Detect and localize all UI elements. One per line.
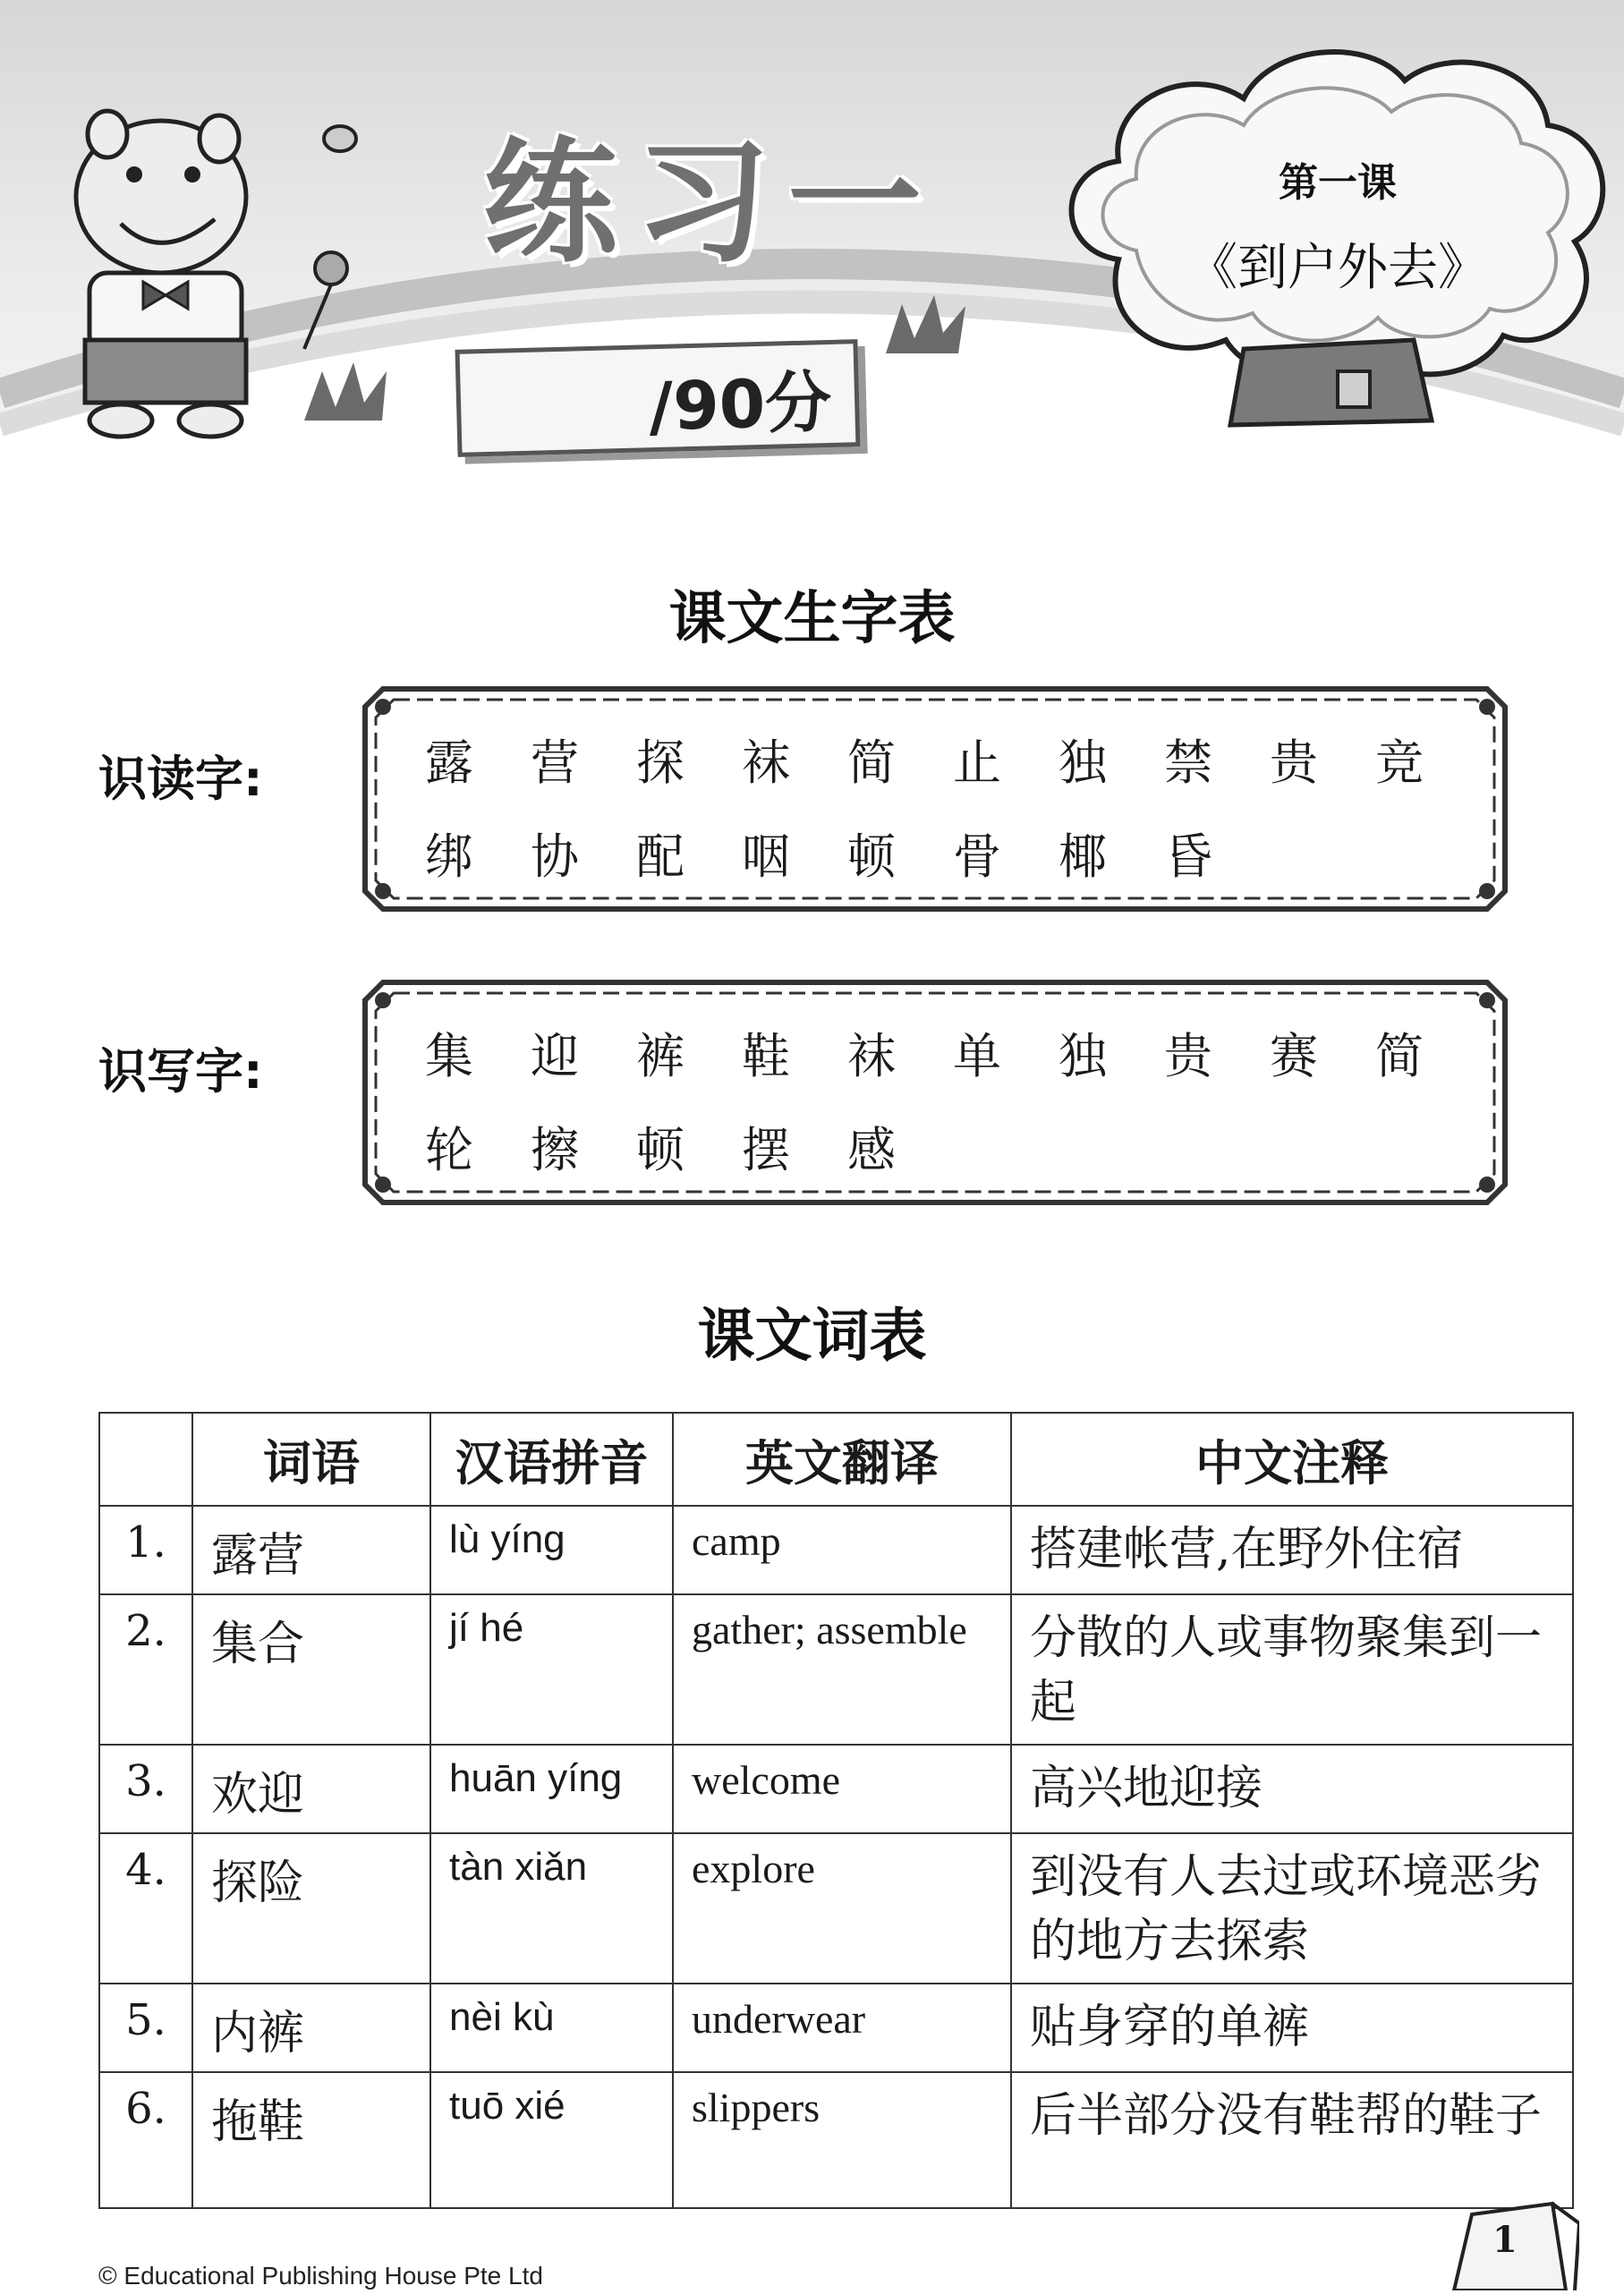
reading-char: 独 <box>1059 735 1107 791</box>
vocab-note: 高兴地迎接 <box>1011 1745 1573 1833</box>
vocab-row <box>99 1833 1573 1984</box>
reading-char: 协 <box>531 828 579 885</box>
header-pinyin: 汉语拼音 <box>430 1413 673 1506</box>
writing-char: 单 <box>953 1028 1001 1084</box>
reading-char: 竞 <box>1375 735 1424 791</box>
vocab-row <box>99 1594 1573 1745</box>
vocab-english: underwear <box>673 1984 1011 2072</box>
character-section-title: 课文生字表 <box>668 586 956 652</box>
vocab-row <box>99 1984 1573 2072</box>
vocab-english: welcome <box>673 1745 1011 1833</box>
writing-chars-box <box>358 975 1512 1210</box>
writing-char: 独 <box>1059 1028 1107 1084</box>
writing-char: 摆 <box>742 1122 790 1178</box>
writing-char: 轮 <box>425 1122 473 1178</box>
vocab-row <box>99 1745 1573 1833</box>
header-english: 英文翻译 <box>673 1413 1011 1506</box>
header-number <box>99 1413 192 1506</box>
reading-chars-label: 识读字: <box>98 751 263 807</box>
vocab-header-row <box>99 1413 1573 1506</box>
vocab-pinyin: huān yíng <box>430 1745 673 1833</box>
vocab-table <box>98 1412 1574 2209</box>
reading-char: 贵 <box>1270 735 1318 791</box>
reading-char: 袜 <box>742 735 790 791</box>
reading-char: 简 <box>847 735 896 791</box>
writing-char: 贵 <box>1164 1028 1212 1084</box>
vocab-english: slippers <box>673 2072 1011 2208</box>
vocab-note: 搭建帐营,在野外住宿 <box>1011 1506 1573 1594</box>
vocab-number: 6. <box>99 2072 192 2208</box>
writing-char: 鞋 <box>742 1028 790 1084</box>
vocab-english: gather; assemble <box>673 1594 1011 1745</box>
vocab-note: 分散的人或事物聚集到一起 <box>1011 1594 1573 1745</box>
vocab-pinyin: jí hé <box>430 1594 673 1745</box>
page-number: 1 <box>1492 2219 1518 2261</box>
writing-chars-grid <box>425 1018 1481 1181</box>
vocab-english: explore <box>673 1833 1011 1984</box>
reading-char: 露 <box>425 735 473 791</box>
writing-char: 迎 <box>531 1028 579 1084</box>
writing-char: 裤 <box>636 1028 684 1084</box>
writing-char: 顿 <box>636 1122 684 1178</box>
vocab-number: 2. <box>99 1594 192 1745</box>
vocab-number: 4. <box>99 1833 192 1984</box>
reading-char: 禁 <box>1164 735 1212 791</box>
writing-chars-label: 识写字: <box>98 1043 263 1100</box>
header-note: 中文注释 <box>1011 1413 1573 1506</box>
worksheet-title: 练习一 <box>483 125 940 281</box>
copyright-notice: © Educational Publishing House Pte Ltd <box>98 2262 543 2290</box>
lesson-number: 第一课 <box>1279 160 1397 206</box>
reading-char: 营 <box>531 735 579 791</box>
vocab-number: 3. <box>99 1745 192 1833</box>
vocab-word: 集合 <box>192 1594 430 1745</box>
reading-char: 止 <box>953 735 1001 791</box>
vocab-word: 拖鞋 <box>192 2072 430 2208</box>
reading-char: 顿 <box>847 828 896 885</box>
vocab-section-title: 课文词表 <box>697 1304 927 1370</box>
reading-char: 配 <box>636 828 684 885</box>
score-box <box>455 339 861 457</box>
lesson-title: 《到户外去》 <box>1187 239 1488 297</box>
writing-char: 感 <box>847 1122 896 1178</box>
score-total: /90分 <box>648 363 833 446</box>
reading-char: 探 <box>636 735 684 791</box>
reading-chars-box <box>358 682 1512 916</box>
vocab-number: 1. <box>99 1506 192 1594</box>
vocab-pinyin: lù yíng <box>430 1506 673 1594</box>
reading-char: 绑 <box>425 828 473 885</box>
writing-char: 擦 <box>531 1122 579 1178</box>
reading-char: 椰 <box>1059 828 1107 885</box>
vocab-pinyin: nèi kù <box>430 1984 673 2072</box>
reading-char: 昏 <box>1164 828 1212 885</box>
reading-char: 骨 <box>953 828 1001 885</box>
vocab-number: 5. <box>99 1984 192 2072</box>
writing-char: 赛 <box>1270 1028 1318 1084</box>
hippo-mascot-illustration <box>36 98 376 451</box>
vocab-word: 内裤 <box>192 1984 430 2072</box>
vocab-note: 到没有人去过或环境恶劣的地方去探索 <box>1011 1833 1573 1984</box>
header-word: 词语 <box>192 1413 430 1506</box>
reading-char: 咽 <box>742 828 790 885</box>
vocab-row <box>99 2072 1573 2208</box>
vocab-word: 探险 <box>192 1833 430 1984</box>
writing-char: 袜 <box>847 1028 896 1084</box>
vocab-word: 露营 <box>192 1506 430 1594</box>
reading-chars-grid <box>425 725 1481 888</box>
vocab-note: 后半部分没有鞋帮的鞋子 <box>1011 2072 1573 2208</box>
vocab-note: 贴身穿的单裤 <box>1011 1984 1573 2072</box>
vocab-word: 欢迎 <box>192 1745 430 1833</box>
vocab-row <box>99 1506 1573 1594</box>
writing-char: 简 <box>1375 1028 1424 1084</box>
vocab-pinyin: tuō xié <box>430 2072 673 2208</box>
writing-char: 集 <box>425 1028 473 1084</box>
vocab-pinyin: tàn xiǎn <box>430 1833 673 1984</box>
vocab-english: camp <box>673 1506 1011 1594</box>
